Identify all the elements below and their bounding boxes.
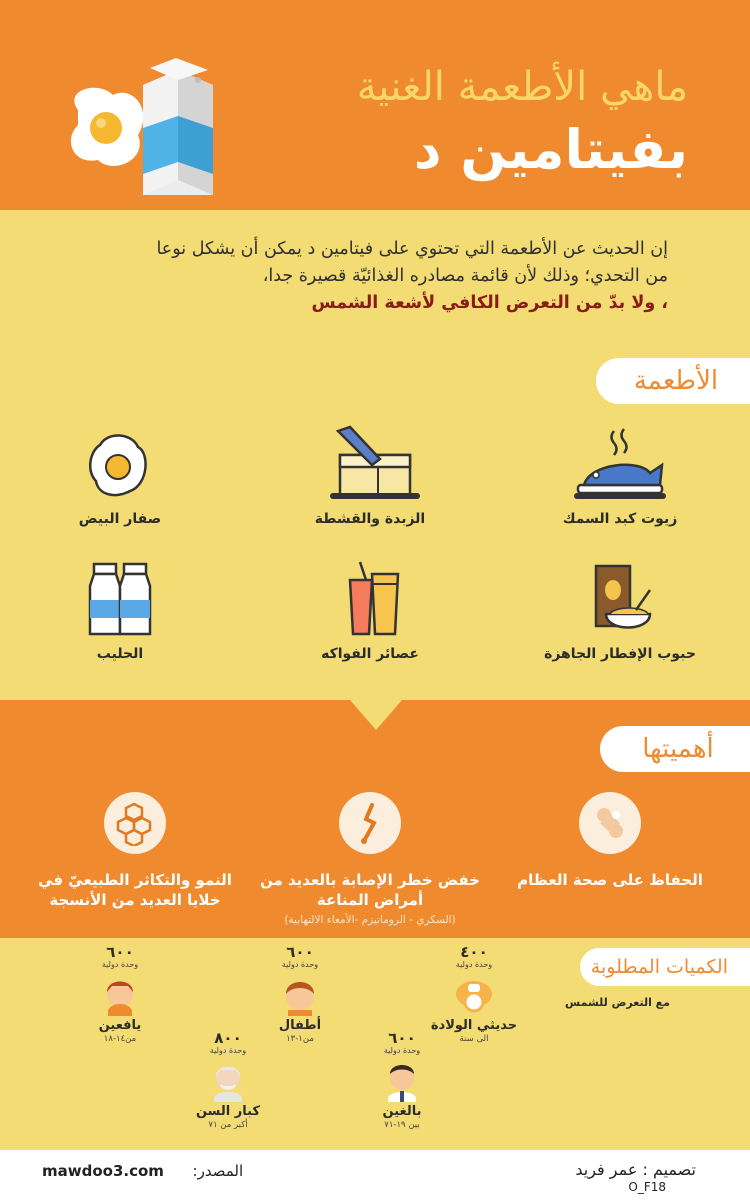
amount-value: ٦٠٠ bbox=[106, 943, 134, 961]
cereal-icon bbox=[570, 560, 670, 640]
amount-value: ٦٠٠ bbox=[388, 1029, 416, 1047]
egg-icon bbox=[70, 425, 170, 505]
intro-highlight: ، ولا بدّ من التعرض الكافي لأشعة الشمس bbox=[311, 293, 668, 313]
egg-and-milk-carton-illustration bbox=[58, 50, 228, 200]
amount-unit: وحدة دولية bbox=[281, 960, 319, 969]
adult-avatar-icon bbox=[380, 1058, 424, 1102]
food-milk bbox=[30, 560, 210, 662]
food-label: عصائر الفواكه bbox=[321, 646, 419, 662]
header-banner bbox=[0, 0, 750, 210]
intro-line-2: من التحدي؛ وذلك لأن قائمة مصادره الغذائيّة قصيرة جدا، bbox=[262, 266, 668, 286]
importance-label-line-2: خلايا العديد من الأنسجة bbox=[49, 891, 221, 909]
amount-value: ٦٠٠ bbox=[286, 943, 314, 961]
source-site-link[interactable]: mawdoo3.com bbox=[42, 1162, 164, 1180]
child-avatar-icon bbox=[278, 972, 322, 1016]
elderly-avatar-icon bbox=[206, 1058, 250, 1102]
importance-cell-growth bbox=[20, 792, 250, 910]
importance-immune-diseases bbox=[240, 792, 500, 926]
importance-label bbox=[240, 870, 500, 910]
importance-bone-health bbox=[510, 792, 710, 890]
amount-age-range: بين ١٩-٧١ bbox=[384, 1120, 420, 1130]
intro-paragraph bbox=[68, 236, 668, 317]
bone-icon bbox=[588, 801, 632, 845]
pacifier-icon bbox=[452, 972, 496, 1016]
food-label: الحليب bbox=[96, 646, 144, 662]
amount-value: ٨٠٠ bbox=[214, 1029, 242, 1047]
milk-bottles-icon bbox=[70, 560, 170, 640]
amounts-section-title: الكميات المطلوبة bbox=[580, 948, 750, 986]
amount-group-name: يافعين bbox=[98, 1018, 142, 1033]
immune-icon bbox=[348, 801, 392, 845]
food-label: حبوب الإفطار الجاهزة bbox=[544, 646, 696, 662]
amount-unit: وحدة دولية bbox=[101, 960, 139, 969]
amount-teens bbox=[60, 944, 180, 1044]
importance-label-line-1: النمو والتكاثر الطبيعيّ في bbox=[38, 871, 232, 889]
food-egg-yolk bbox=[30, 425, 210, 527]
amount-age-range: من١٤-١٨ bbox=[103, 1034, 137, 1044]
footer bbox=[0, 1150, 750, 1200]
source-credit bbox=[42, 1162, 243, 1180]
amount-age-range: من١-١٣ bbox=[286, 1034, 314, 1044]
title-line-1: ماهي الأطعمة الغنية bbox=[356, 64, 688, 110]
food-fish-liver-oil bbox=[530, 425, 710, 527]
source-label: المصدر: bbox=[192, 1162, 244, 1180]
amount-value: ٤٠٠ bbox=[460, 943, 488, 961]
fish-platter-icon bbox=[570, 425, 670, 505]
sun-exposure-note: مع التعرض للشمس bbox=[565, 996, 670, 1009]
importance-label-line-2: أمراض المناعة bbox=[316, 891, 424, 909]
juice-icon bbox=[320, 560, 420, 640]
importance-label: الحفاظ على صحة العظام bbox=[517, 871, 703, 889]
food-butter-cream bbox=[280, 425, 460, 527]
teen-avatar-icon bbox=[98, 972, 142, 1016]
importance-label bbox=[20, 870, 250, 910]
food-breakfast-cereal bbox=[530, 560, 710, 662]
importance-section-title: أهميتها bbox=[600, 726, 750, 772]
importance-label-line-1: خفض خطر الإصابة بالعديد من bbox=[260, 871, 480, 889]
food-label: زيوت كبد السمك bbox=[562, 511, 678, 527]
amount-unit: وحدة دولية bbox=[383, 1046, 421, 1055]
title-line-2: بفيتامين د bbox=[413, 118, 688, 181]
amount-elderly bbox=[168, 1030, 288, 1130]
cells-icon bbox=[112, 800, 158, 846]
amount-age-range: الى سنة bbox=[459, 1034, 489, 1044]
importance-note: (السكري - الروماتيزم -الأمعاء الالتهابية) bbox=[284, 914, 456, 926]
butter-icon bbox=[320, 425, 420, 505]
food-fruit-juices bbox=[280, 560, 460, 662]
amount-newborn bbox=[414, 944, 534, 1044]
amount-group-name: كبار السن bbox=[195, 1104, 261, 1119]
amount-group-name: حديثي الولادة bbox=[430, 1018, 518, 1033]
amount-children bbox=[240, 944, 360, 1044]
amount-group-name: بالغين bbox=[382, 1104, 422, 1119]
food-label: الزبدة والقشطة bbox=[314, 511, 426, 527]
section-notch bbox=[350, 700, 402, 730]
amount-group-name: أطفال bbox=[278, 1018, 322, 1033]
amount-age-range: أكبر من ٧١ bbox=[208, 1120, 248, 1130]
foods-section-title: الأطعمة bbox=[596, 358, 750, 404]
designer-handle: O_F18 bbox=[628, 1180, 666, 1194]
food-label: صفار البيض bbox=[78, 511, 162, 527]
amount-unit: وحدة دولية bbox=[209, 1046, 247, 1055]
designer-credit: تصميم : عمر فريد bbox=[575, 1160, 696, 1179]
amount-unit: وحدة دولية bbox=[455, 960, 493, 969]
intro-line-1: إن الحديث عن الأطعمة التي تحتوي على فيتامين د يمكن أن يشكل نوعا bbox=[156, 239, 668, 259]
amount-adults bbox=[342, 1030, 462, 1130]
